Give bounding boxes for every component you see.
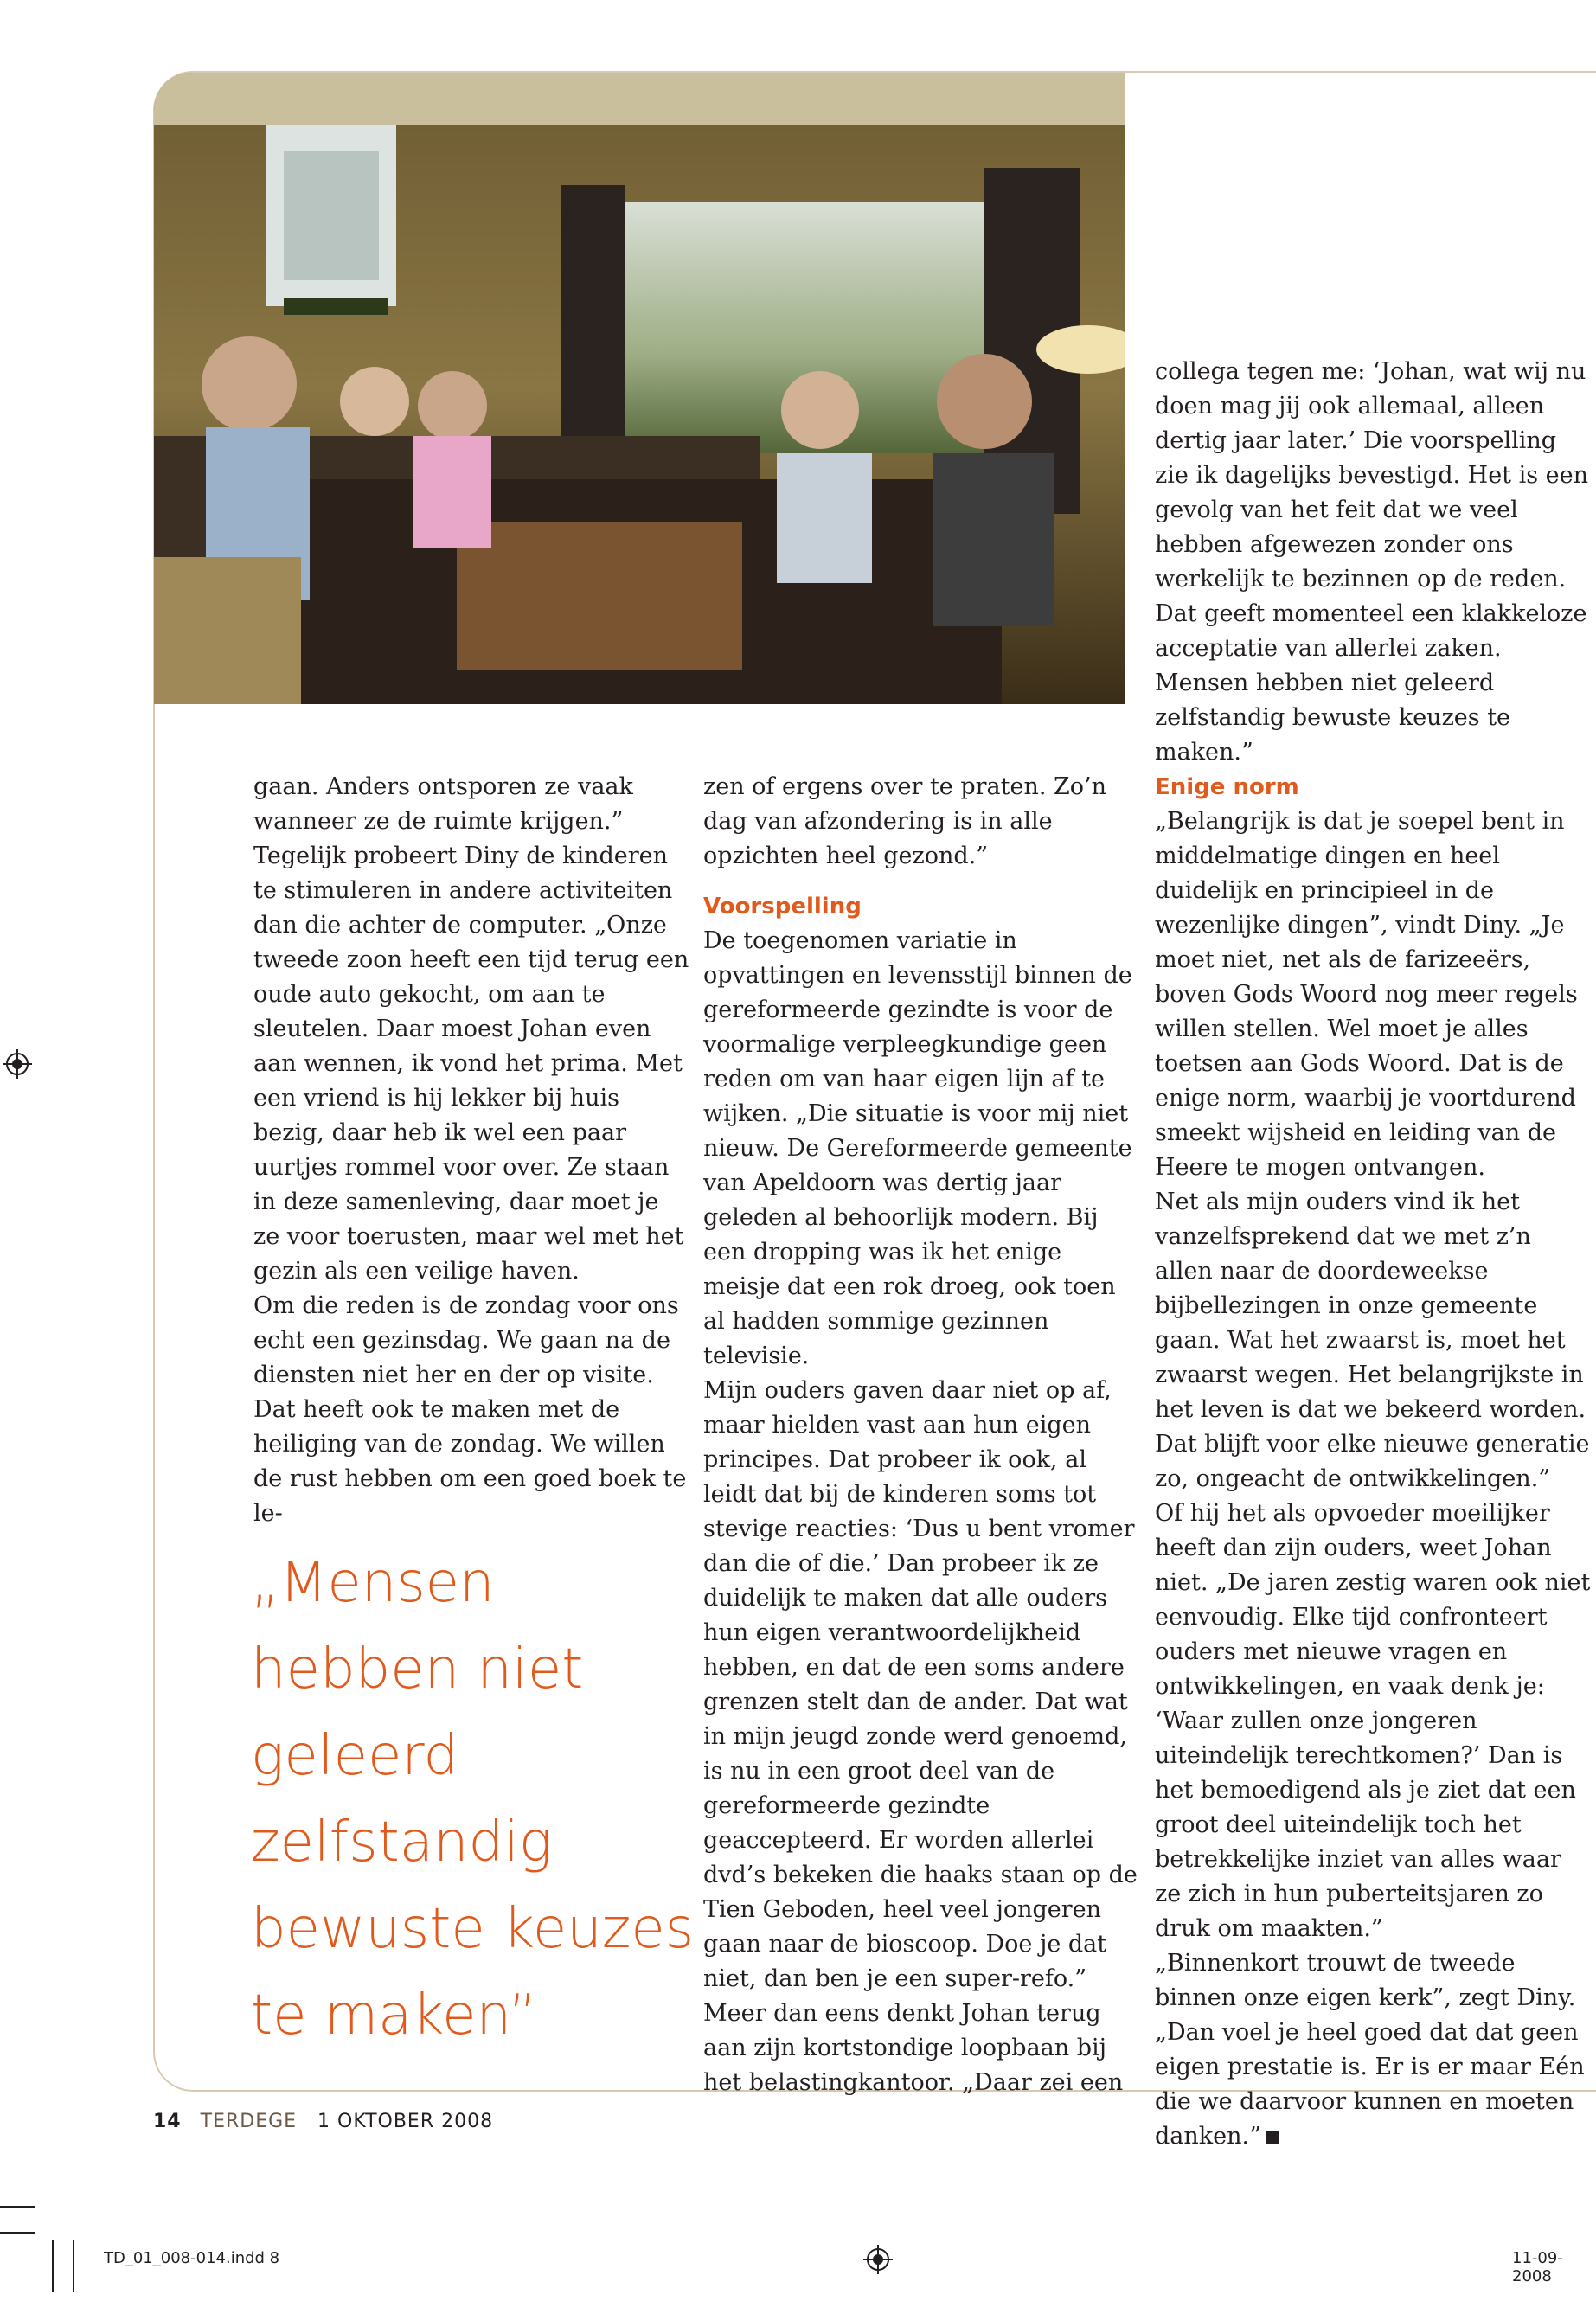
page-footer — [153, 2111, 493, 2132]
column-2 — [703, 770, 1140, 2100]
crop-mark — [73, 2240, 74, 2292]
paragraph: collega tegen me: ‘Johan, wat wij nu doen mag jij ook allemaal, alleen dertig jaar later.’ Die voorspelling zie ik dagelijks bevestigd. Het is een gevolg van het feit dat we veel hebben afgewezen zonder ons werkelijk te bezinnen op de reden. Dat geeft momenteel een klakkeloze acceptatie van allerlei zaken. Mensen hebben niet geleerd zelfstandig bewuste keuzes te maken.” — [1155, 358, 1589, 766]
registration-mark-icon — [3, 1049, 32, 1079]
slug-filename: TD_01_008-014.indd 8 — [104, 2249, 280, 2267]
paragraph: „Belangrijk is dat je soepel bent in middelmatige dingen en heel duidelijk en principieel in de wezenlijke dingen”, vindt Diny. „Je moet niet, net als de farizeeërs, boven Gods Woord nog meer regels willen stellen. Wel moet je alles toetsen aan Gods Woord. Dat is de enige norm, waarbij je voortdurend smeekt wijsheid en leiding van de Heere te mogen ontvangen. — [1155, 808, 1578, 1181]
paragraph: Of hij het als opvoeder moeilijker heeft dan zijn ouders, weet Johan niet. „De jaren zestig waren ook niet eenvoudig. Elke tijd confronteert ouders met nieuwe vragen en ontwikkelingen, en vaak denk je: ‘Waar zullen onze jongeren uiteindelijk terechtkomen?’ Dan is het bemoedigend als je ziet dat een groot deel uiteindelijk toch het betrekkelijke inziet van alles waar ze zich in hun puberteitsjaren zo druk om maakten.” — [1155, 1500, 1591, 1942]
subheading-voorspelling: Voorspelling — [703, 894, 862, 920]
paragraph-text: „Binnenkort trouwt de tweede binnen onze eigen kerk”, zegt Diny. „Dan voel je heel goed dat dat geen eigen prestatie is. Er is er maar Eén die we daarvoor kunnen en moeten danken.” — [1155, 1950, 1585, 2150]
crop-mark — [0, 2232, 35, 2234]
registration-mark-icon — [863, 2245, 893, 2274]
magazine-name: TERDEGE — [200, 2111, 298, 2132]
paragraph: Om die reden is de zondag voor ons echt een gezinsdag. We gaan na de diensten niet her en der op visite. Dat heeft ook te maken met de heiliging van de zondag. We willen de rust hebben om een goed boek te le- — [253, 1292, 687, 1527]
paragraph: Tegelijk probeert Diny de kinderen te stimuleren in andere activiteiten dan die achter de computer. „Onze tweede zoon heeft een tijd terug een oude auto gekocht, om aan te sleutelen. Daar moest Johan even aan wennen, ik vond het prima. Met een vriend is hij lekker bij huis bezig, daar heb ik wel een paar uurtjes rommel voor over. Ze staan in deze samenleving, daar moet je ze voor toerusten, maar wel met het gezin als een veilige haven. — [253, 843, 689, 1285]
slug-date: 11-09-2008 — [1512, 2249, 1563, 2285]
paragraph — [1155, 1946, 1592, 2154]
crop-mark — [0, 2206, 35, 2208]
top-column-text — [1155, 355, 1592, 770]
paragraph: Net als mijn ouders vind ik het vanzelfsprekend dat we met z’n allen naar de doordeweekse bijbellezingen in onze gemeente gaan. Wat het zwaarst is, moet het zwaarst wegen. Het belangrijkste in het leven is dat we bekeerd worden. Dat blijft voor elke nieuwe generatie zo, ongeacht de ontwikkelingen.” — [1155, 1189, 1590, 1492]
paragraph: Meer dan eens denkt Johan terug aan zijn kortstondige loopbaan bij het belastingkantoor. „Daar zei een — [703, 2000, 1124, 2096]
subheading-enige-norm: Enige norm — [1155, 774, 1299, 800]
page-number: 14 — [153, 2111, 182, 2132]
paragraph: Mijn ouders gaven daar niet op af, maar hielden vast aan hun eigen principes. Dat probeer ik ook, al leidt dat bij de kinderen soms tot stevige reacties: ‘Dus u bent vromer dan die of die.’ Dan probeer ik ze duidelijk te maken dat alle ouders hun eigen verantwoordelijkheid hebben, en dat de een soms andere grenzen stelt dan de ander. Dat wat in mijn jeugd zonde werd genoemd, is nu in een groot deel van de gereformeerde gezindte geaccepteerd. Er worden allerlei dvd’s bekeken die haaks staan op de Tien Geboden, heel veel jongeren gaan naar de bioscoop. Doe je dat niet, dan ben je een super-refo.” — [703, 1377, 1138, 1992]
crop-mark — [52, 2240, 54, 2292]
paragraph: zen of ergens over te praten. Zo’n dag van afzondering is in alle opzichten heel gezond.” — [703, 773, 1107, 869]
paragraph: gaan. Anders ontsporen ze vaak wanneer ze de ruimte krijgen.” — [253, 773, 633, 835]
column-1 — [253, 770, 690, 1531]
paragraph: De toegenomen variatie in opvattingen en levensstijl binnen de gereformeerde gezindte is voor de voormalige verpleegkundige geen reden om van haar eigen lijn af te wijken. „Die situatie is voor mij niet nieuw. De Gereformeerde gemeente van Apeldoorn was dertig jaar geleden al behoorlijk modern. Bij een dropping was ik het enige meisje dat een rok droeg, ook toen al hadden sommige gezinnen televisie. — [703, 927, 1132, 1369]
family-photo — [154, 73, 1125, 704]
pull-quote: „Mensen hebben niet geleerd zelfstandig bewuste keuzes te maken” — [251, 1551, 695, 2048]
column-3 — [1155, 770, 1592, 2154]
issue-date: 1 OKTOBER 2008 — [317, 2111, 494, 2132]
end-of-story-icon — [1266, 2131, 1279, 2144]
